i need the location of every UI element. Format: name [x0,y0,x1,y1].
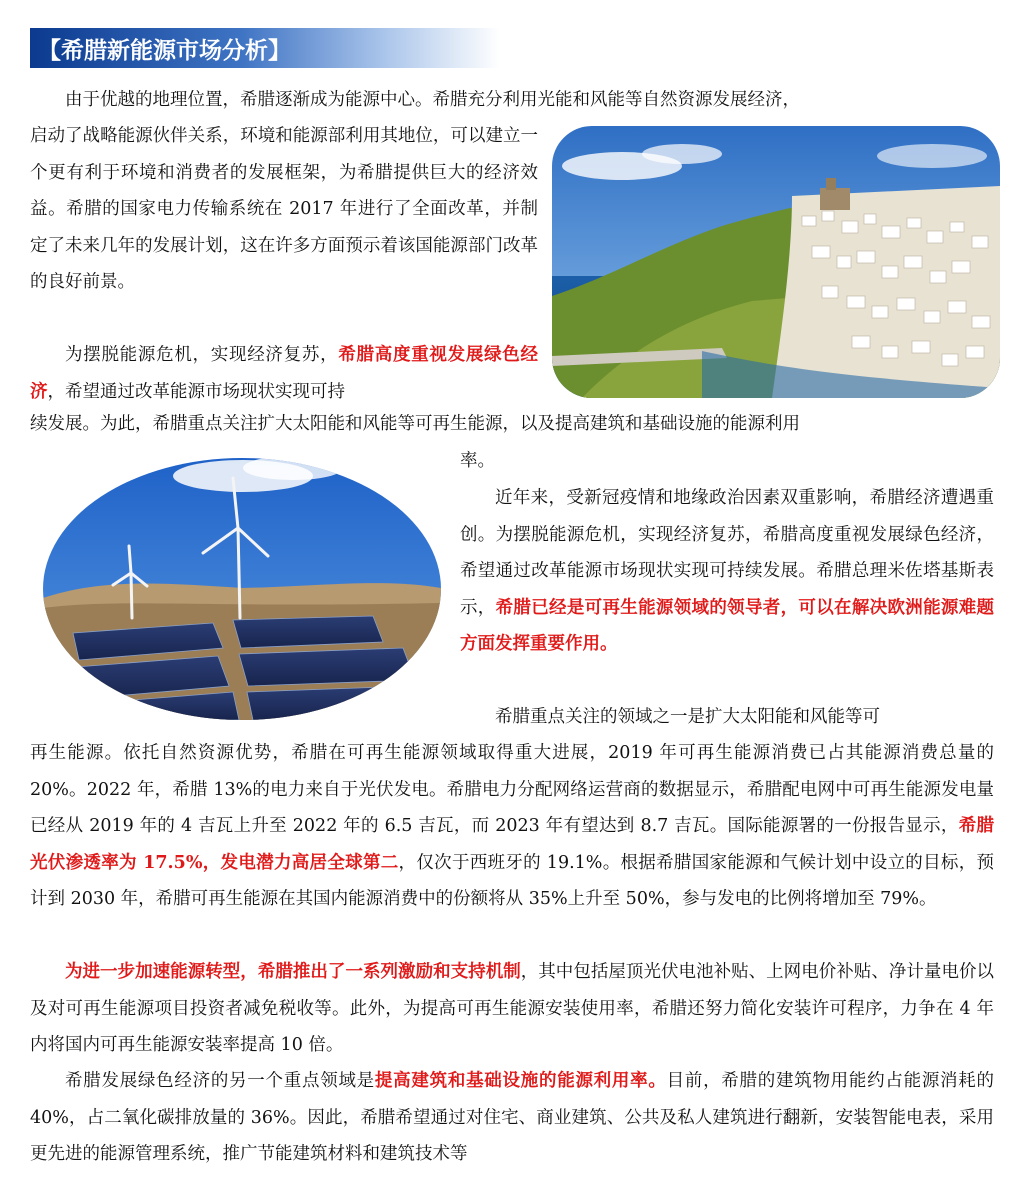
paragraph-1-line-1: 由于优越的地理位置，希腊逐渐成为能源中心。希腊充分利用光能和风能等自然资源发展经济， [65,90,800,110]
section-title: 【希腊新能源市场分析】 [38,38,291,64]
wind-solar-farm-photo [43,458,441,720]
paragraph-3: 近年来，受新冠疫情和地缘政治因素双重影响，希腊经济遭遇重创。为摆脱能源危机，实现经济复苏，希腊高度重视发展绿色经济，希望通过改革能源市场现状实现可持续发展。希腊总理米佐塔基斯表示，希腊已经是可再生能源领域的领导者，可以在解决欧洲能源难题方面发挥重要作用。 [460,488,995,654]
paragraph-2-end: 率。 [460,451,495,471]
paragraph-2-start: 为摆脱能源危机，实现经济复苏，希腊高度重视发展绿色经济，希望通过改革能源市场现状实现可持 [30,345,539,402]
paragraph-6: 希腊发展绿色经济的另一个重点领域是提高建筑和基础设施的能源利用率。目前，希腊的建筑物用能约占能源消耗的 40%，占二氧化碳排放量的 36%。因此，希腊希望通过对住宅、商业建筑、公共及私人建筑进行翻新，安装智能电表，采用更先进的能源管理系统，推广节能建筑材料和建筑技术等 [30,1071,995,1164]
highlight-pv-penetration: 希腊光伏渗透率为 17.5%，发电潜力高居全球第二 [30,816,995,873]
paragraph-1-body: 启动了战略能源伙伴关系，环境和能源部利用其地位，可以建立一个更有利于环境和消费者的发展框架，为希腊提供巨大的经济效益。希腊的国家电力传输系统在 2017 年进行了全面改革，并制定了未来几年的发展计划，这在许多方面预示着该国能源部门改革的良好前景。 [30,126,538,292]
highlight-green-economy: 希腊高度重视发展绿色经济 [30,345,539,402]
section-title-bar [30,28,500,68]
paragraph-5: 为进一步加速能源转型，希腊推出了一系列激励和支持机制，其中包括屋顶光伏电池补贴、上网电价补贴、净计量电价以及对可再生能源项目投资者减免税收等。此外，为提高可再生能源安装使用率，希腊还努力简化安装许可程序，力争在 4 年内将国内可再生能源安装率提高 10 倍。 [30,962,994,1055]
paragraph-2-continued: 续发展。为此，希腊重点关注扩大太阳能和风能等可再生能源，以及提高建筑和基础设施的能源利用 [30,414,800,434]
highlight-incentives: 为进一步加速能源转型，希腊推出了一系列激励和支持机制 [65,962,521,982]
greek-village-photo [552,126,1000,398]
paragraph-4-first-line: 希腊重点关注的领域之一是扩大太阳能和风能等可 [495,707,880,727]
highlight-building-efficiency: 提高建筑和基础设施的能源利用率。 [374,1071,667,1091]
highlight-renewable-leader: 希腊已经是可再生能源领域的领导者，可以在解决欧洲能源难题方面发挥重要作用。 [460,597,995,654]
paragraph-4: 再生能源。依托自然资源优势，希腊在可再生能源领域取得重大进展，2019 年可再生能源消费已占其能源消费总量的 20%。2022 年，希腊 13%的电力来自于光伏发电。希腊电力分配网络运营商的数据显示，希腊配电网中可再生能源发电量已经从 2019 年的 4 吉瓦上升至 2022 年的 6.5 吉瓦，而 2023 年有望达到 8.7 吉瓦。国际能源署的一份报告显示，希腊光伏渗透率为 17.5%，发电潜力高居全球第二，仅次于西班牙的 19.1%。根据希腊国家能源和气候计划中设立的目标，预计到 2030 年，希腊可再生能源在其国内能源消费中的份额将从 35%上升至 50%，参与发电的比例将增加至 79%。 [30,743,995,909]
